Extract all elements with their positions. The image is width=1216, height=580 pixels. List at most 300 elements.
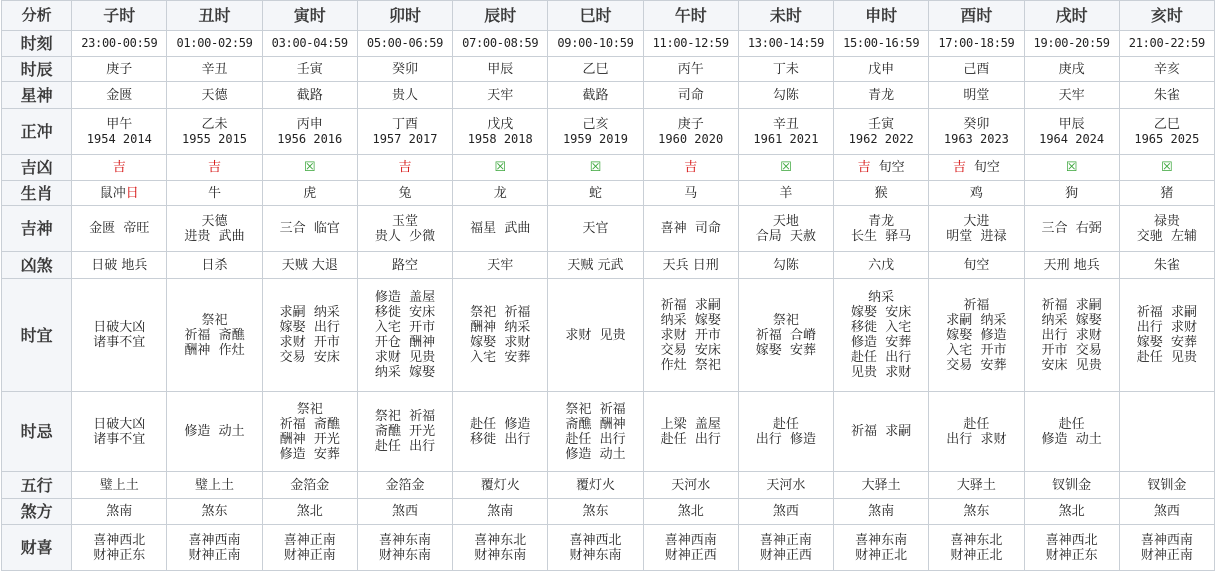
shiyi-line: 赴任 出行 bbox=[851, 350, 912, 365]
caixi-line: 喜神东北 bbox=[950, 532, 1003, 548]
shiyi-line: 见贵 求财 bbox=[851, 365, 912, 380]
jishen-cell bbox=[643, 206, 738, 252]
shiji-line: 赴任 出行 bbox=[660, 431, 721, 447]
caixi-line: 喜神西南 bbox=[1140, 532, 1193, 548]
caixi-line: 喜神东北 bbox=[474, 532, 527, 548]
inauspicious-icon: ☒ bbox=[1065, 160, 1078, 175]
shike-cell: 05:00-06:59 bbox=[357, 31, 452, 57]
row-label: 时忌 bbox=[2, 392, 72, 472]
caixi-line: 喜神西北 bbox=[1045, 532, 1098, 548]
zhengchong-cell bbox=[1024, 109, 1119, 155]
clash-ganzhi: 己亥 bbox=[582, 116, 609, 132]
wuxing-cell: 金箔金 bbox=[262, 472, 357, 499]
jishen-line: 长生 驿马 bbox=[851, 228, 912, 244]
clash-years: 1963 2023 bbox=[943, 131, 1009, 146]
xiongsha-cell: 日破 地兵 bbox=[72, 252, 167, 279]
shengxiao-cell bbox=[738, 181, 833, 206]
shiyi-line: 求财 见贵 bbox=[374, 350, 436, 365]
caixi-line: 喜神正南 bbox=[283, 532, 336, 548]
zhengchong-cell bbox=[834, 109, 929, 155]
shike-cell: 17:00-18:59 bbox=[929, 31, 1024, 57]
hour-header: 丑时 bbox=[167, 1, 262, 31]
shiyi-line: 祈福 求嗣 bbox=[660, 297, 721, 313]
jixiong-cell bbox=[357, 155, 452, 181]
shichen-cell: 戊申 bbox=[834, 57, 929, 82]
wuxing-cell: 覆灯火 bbox=[453, 472, 548, 499]
zhengchong-cell bbox=[1119, 109, 1214, 155]
caixi-cell bbox=[262, 525, 357, 571]
clash-years: 1962 2022 bbox=[848, 131, 914, 146]
clash-ganzhi: 壬寅 bbox=[868, 116, 895, 132]
shiyi-line: 诸事不宜 bbox=[93, 335, 146, 350]
xiongsha-cell: 天贼 元武 bbox=[548, 252, 643, 279]
shichen-cell: 辛丑 bbox=[167, 57, 262, 82]
shiji-line: 上梁 盖屋 bbox=[660, 416, 721, 432]
caixi-cell bbox=[167, 525, 262, 571]
xingshen-cell: 天牢 bbox=[453, 82, 548, 109]
caixi-line: 喜神西北 bbox=[93, 532, 146, 548]
shengxiao-cell bbox=[643, 181, 738, 206]
shiyi-cell bbox=[548, 279, 643, 392]
shiji-line: 赴任 bbox=[963, 416, 990, 432]
shiji-line: 斋醮 酬神 bbox=[565, 416, 626, 432]
row-label: 五行 bbox=[2, 472, 72, 499]
inauspicious-icon: ☒ bbox=[780, 160, 792, 175]
shike-cell: 21:00-22:59 bbox=[1119, 31, 1214, 57]
caixi-line: 喜神正南 bbox=[759, 532, 812, 548]
jixiong-cell bbox=[929, 155, 1024, 181]
zodiac-animal: 马 bbox=[684, 185, 698, 201]
auspicious-mark: 吉 bbox=[952, 160, 966, 175]
shiyi-line: 出行 求财 bbox=[1041, 327, 1102, 343]
caixi-cell bbox=[72, 525, 167, 571]
shiyi-line: 酬神 作灶 bbox=[184, 342, 245, 358]
zodiac-animal: 牛 bbox=[208, 185, 222, 201]
row-label: 时刻 bbox=[2, 31, 72, 57]
xiongsha-cell: 路空 bbox=[357, 252, 452, 279]
row-label: 凶煞 bbox=[2, 252, 72, 279]
shiji-line: 斋醮 开光 bbox=[374, 424, 436, 439]
shiyi-line: 嫁娶 修造 bbox=[946, 327, 1007, 343]
wuxing-cell: 璧上土 bbox=[167, 472, 262, 499]
caixi-line: 财神正北 bbox=[950, 547, 1003, 563]
xingshen-cell: 截路 bbox=[262, 82, 357, 109]
shafang-cell: 煞南 bbox=[453, 499, 548, 525]
shafang-cell: 煞西 bbox=[357, 499, 452, 525]
jixiong-cell bbox=[167, 155, 262, 181]
shiyi-line: 嫁娶 出行 bbox=[279, 320, 340, 335]
caixi-cell bbox=[738, 525, 833, 571]
clash-years: 1956 2016 bbox=[277, 131, 343, 146]
jishen-line: 青龙 bbox=[868, 213, 895, 229]
shiji-cell bbox=[357, 392, 452, 472]
hour-header: 卯时 bbox=[357, 1, 452, 31]
zhengchong-cell bbox=[548, 109, 643, 155]
shiji-line: 祈福 斋醮 bbox=[279, 416, 340, 432]
jishen-line: 合局 天赦 bbox=[755, 228, 817, 244]
shiji-cell bbox=[167, 392, 262, 472]
shengxiao-cell bbox=[262, 181, 357, 206]
shike-cell: 11:00-12:59 bbox=[643, 31, 738, 57]
hour-header: 寅时 bbox=[262, 1, 357, 31]
caixi-cell bbox=[1024, 525, 1119, 571]
xiongsha-cell: 六戊 bbox=[834, 252, 929, 279]
jixiong-cell bbox=[834, 155, 929, 181]
shiyi-line: 移徙 入宅 bbox=[851, 320, 912, 335]
clash-years: 1961 2021 bbox=[753, 131, 819, 146]
jishen-line: 三合 临官 bbox=[279, 221, 340, 236]
header-row bbox=[2, 1, 1215, 31]
jishen-cell bbox=[357, 206, 452, 252]
caixi-cell bbox=[643, 525, 738, 571]
hour-header: 辰时 bbox=[453, 1, 548, 31]
shiji-cell bbox=[738, 392, 833, 472]
wuxing-cell: 大驿土 bbox=[929, 472, 1024, 499]
shafang-cell: 煞北 bbox=[643, 499, 738, 525]
row-label: 吉凶 bbox=[2, 155, 72, 181]
hour-header: 申时 bbox=[834, 1, 929, 31]
caixi-cell bbox=[453, 525, 548, 571]
zhengchong-cell bbox=[929, 109, 1024, 155]
shiji-line: 赴任 bbox=[772, 416, 799, 432]
shiyi-line: 嫁娶 求财 bbox=[470, 335, 531, 350]
caixi-line: 财神正东 bbox=[1045, 547, 1098, 563]
shiyi-line: 祈福 斋醮 bbox=[184, 327, 245, 343]
jishen-cell bbox=[548, 206, 643, 252]
jishen-line: 明堂 进禄 bbox=[946, 228, 1007, 244]
shiji-line: 酬神 开光 bbox=[279, 431, 340, 447]
shiji-cell bbox=[1024, 392, 1119, 472]
jishen-cell bbox=[929, 206, 1024, 252]
shengxiao-cell bbox=[929, 181, 1024, 206]
shiyi-line: 祭祀 bbox=[772, 312, 799, 328]
jishen-line: 喜神 司命 bbox=[660, 221, 721, 236]
clash-ganzhi: 戊戌 bbox=[487, 116, 514, 132]
shiji-row bbox=[2, 392, 1215, 472]
shiji-line: 诸事不宜 bbox=[93, 431, 146, 447]
zodiac-animal: 鸡 bbox=[969, 185, 983, 201]
caixi-line: 喜神东南 bbox=[855, 532, 908, 548]
clash-years: 1958 2018 bbox=[467, 131, 533, 146]
shiyi-line: 纳采 嫁娶 bbox=[374, 365, 436, 380]
caixi-cell bbox=[357, 525, 452, 571]
clash-years: 1960 2020 bbox=[658, 131, 724, 146]
shichen-cell: 丁未 bbox=[738, 57, 833, 82]
shiyi-cell bbox=[1024, 279, 1119, 392]
hour-header: 戌时 bbox=[1024, 1, 1119, 31]
shike-cell: 15:00-16:59 bbox=[834, 31, 929, 57]
xingshen-cell: 朱雀 bbox=[1119, 82, 1214, 109]
jishen-line: 天地 bbox=[772, 213, 799, 229]
shiyi-row bbox=[2, 279, 1215, 392]
xunkong-note: 旬空 bbox=[878, 160, 905, 175]
shiyi-line: 祈福 求嗣 bbox=[1041, 297, 1102, 313]
jixiong-row bbox=[2, 155, 1215, 181]
jishen-row bbox=[2, 206, 1215, 252]
zhengchong-cell bbox=[357, 109, 452, 155]
caixi-line: 财神东南 bbox=[378, 547, 431, 563]
jixiong-cell bbox=[1024, 155, 1119, 181]
jishen-cell bbox=[453, 206, 548, 252]
xiongsha-cell: 朱雀 bbox=[1119, 252, 1214, 279]
jishen-cell bbox=[262, 206, 357, 252]
shiyi-line: 入宅 开市 bbox=[946, 342, 1007, 358]
caixi-line: 喜神西南 bbox=[188, 532, 241, 548]
zodiac-animal: 羊 bbox=[779, 185, 793, 201]
shiji-cell bbox=[1119, 392, 1214, 472]
shengxiao-cell bbox=[1119, 181, 1214, 206]
zhengchong-cell bbox=[453, 109, 548, 155]
caixi-cell bbox=[834, 525, 929, 571]
caixi-line: 财神正南 bbox=[188, 547, 241, 563]
zodiac-animal: 猴 bbox=[874, 185, 888, 201]
shiji-line: 日破大凶 bbox=[93, 416, 146, 432]
shiyi-line: 酬神 纳采 bbox=[470, 320, 531, 335]
zhengchong-cell bbox=[262, 109, 357, 155]
clash-ganzhi: 庚子 bbox=[677, 116, 704, 132]
xingshen-cell: 明堂 bbox=[929, 82, 1024, 109]
zhengchong-cell bbox=[167, 109, 262, 155]
clash-ganzhi: 丙申 bbox=[296, 116, 323, 132]
xingshen-cell: 勾陈 bbox=[738, 82, 833, 109]
shiji-cell bbox=[72, 392, 167, 472]
shiyi-cell bbox=[643, 279, 738, 392]
caixi-line: 财神正南 bbox=[1140, 547, 1193, 563]
row-label: 星神 bbox=[2, 82, 72, 109]
shengxiao-cell bbox=[357, 181, 452, 206]
jishen-line: 进贵 武曲 bbox=[184, 228, 245, 244]
clash-ganzhi: 甲辰 bbox=[1058, 116, 1085, 132]
row-label: 时宜 bbox=[2, 279, 72, 392]
jixiong-cell bbox=[1119, 155, 1214, 181]
auspicious-mark: 吉 bbox=[208, 160, 222, 175]
shiyi-line: 交易 安床 bbox=[660, 342, 721, 358]
shiyi-line: 出行 求财 bbox=[1136, 320, 1197, 335]
shike-cell: 19:00-20:59 bbox=[1024, 31, 1119, 57]
caixi-line: 喜神东南 bbox=[378, 532, 431, 548]
shiji-line: 祭祀 祈福 bbox=[565, 401, 626, 417]
clash-years: 1954 2014 bbox=[86, 131, 152, 146]
shiyi-line: 交易 安床 bbox=[279, 350, 340, 365]
shiyi-line: 日破大凶 bbox=[93, 320, 146, 335]
xingshen-cell: 贵人 bbox=[357, 82, 452, 109]
shiyi-line: 嫁娶 安葬 bbox=[1136, 335, 1197, 350]
row-label: 吉神 bbox=[2, 206, 72, 252]
xunkong-note: 旬空 bbox=[973, 160, 1000, 175]
jishen-line: 三合 右弼 bbox=[1041, 221, 1102, 236]
row-label: 煞方 bbox=[2, 499, 72, 525]
shiji-cell bbox=[262, 392, 357, 472]
shiyi-cell bbox=[262, 279, 357, 392]
wuxing-cell: 钗钏金 bbox=[1119, 472, 1214, 499]
caixi-line: 财神正北 bbox=[855, 547, 908, 563]
shichen-cell: 壬寅 bbox=[262, 57, 357, 82]
shengxiao-cell bbox=[834, 181, 929, 206]
xingshen-cell: 青龙 bbox=[834, 82, 929, 109]
shiyi-cell bbox=[929, 279, 1024, 392]
shiyi-cell bbox=[834, 279, 929, 392]
zhengchong-cell bbox=[72, 109, 167, 155]
shiyi-cell bbox=[453, 279, 548, 392]
shiyi-cell bbox=[357, 279, 452, 392]
shiyi-cell bbox=[738, 279, 833, 392]
shiyi-line: 祈福 合嵴 bbox=[755, 327, 817, 343]
clash-years: 1959 2019 bbox=[562, 131, 628, 146]
inauspicious-icon: ☒ bbox=[1161, 160, 1173, 175]
shike-cell: 07:00-08:59 bbox=[453, 31, 548, 57]
jishen-line: 玉堂 bbox=[391, 213, 418, 229]
shichen-cell: 癸卯 bbox=[357, 57, 452, 82]
caixi-line: 财神正南 bbox=[283, 547, 336, 563]
jixiong-cell bbox=[548, 155, 643, 181]
caixi-line: 财神正西 bbox=[759, 547, 812, 563]
shiyi-line: 开仓 酬神 bbox=[374, 335, 436, 350]
shiyi-line: 赴任 见贵 bbox=[1136, 350, 1197, 365]
shichen-cell: 辛亥 bbox=[1119, 57, 1214, 82]
shichen-cell: 己酉 bbox=[929, 57, 1024, 82]
shiji-line: 赴任 出行 bbox=[565, 431, 626, 447]
shiji-line: 修造 动土 bbox=[565, 446, 626, 462]
shike-cell: 23:00-00:59 bbox=[72, 31, 167, 57]
shiji-cell bbox=[929, 392, 1024, 472]
wuxing-row bbox=[2, 472, 1215, 499]
jishen-line: 天德 bbox=[201, 213, 228, 229]
shiji-line: 修造 安葬 bbox=[279, 446, 340, 462]
hour-header: 巳时 bbox=[548, 1, 643, 31]
caixi-line: 财神东南 bbox=[569, 547, 622, 563]
zhengchong-cell bbox=[738, 109, 833, 155]
shichen-row bbox=[2, 57, 1215, 82]
clash-ganzhi: 甲午 bbox=[106, 116, 133, 132]
shiyi-line: 开市 交易 bbox=[1041, 342, 1102, 358]
shichen-cell: 丙午 bbox=[643, 57, 738, 82]
shiyi-line: 祭祀 祈福 bbox=[470, 305, 531, 320]
jishen-cell bbox=[1119, 206, 1214, 252]
shengxiao-cell bbox=[167, 181, 262, 206]
shengxiao-cell bbox=[1024, 181, 1119, 206]
shafang-cell: 煞东 bbox=[548, 499, 643, 525]
jishen-line: 福星 武曲 bbox=[470, 221, 531, 236]
shichen-cell: 甲辰 bbox=[453, 57, 548, 82]
shiyi-line: 嫁娶 安葬 bbox=[755, 342, 817, 358]
shichen-cell: 庚子 bbox=[72, 57, 167, 82]
shiji-line: 祭祀 祈福 bbox=[374, 409, 436, 424]
zhengchong-row bbox=[2, 109, 1215, 155]
inauspicious-icon: ☒ bbox=[494, 160, 507, 175]
shike-row bbox=[2, 31, 1215, 57]
clash-years: 1955 2015 bbox=[182, 131, 248, 146]
shiyi-line: 求财 开市 bbox=[660, 327, 721, 343]
shike-cell: 01:00-02:59 bbox=[167, 31, 262, 57]
shiyi-line: 作灶 祭祀 bbox=[660, 357, 721, 373]
auspicious-mark: 吉 bbox=[857, 160, 871, 175]
shiyi-cell bbox=[72, 279, 167, 392]
jishen-line: 天官 bbox=[582, 221, 609, 236]
shiji-line: 祭祀 bbox=[296, 401, 323, 417]
shiyi-line: 修造 盖屋 bbox=[374, 290, 436, 305]
shiyi-cell bbox=[1119, 279, 1214, 392]
almanac-hour-table bbox=[1, 0, 1215, 571]
shengxiao-cell bbox=[548, 181, 643, 206]
caixi-line: 财神正西 bbox=[664, 547, 717, 563]
jishen-cell bbox=[72, 206, 167, 252]
xiongsha-row bbox=[2, 252, 1215, 279]
clash-years: 1964 2024 bbox=[1039, 131, 1105, 146]
jixiong-cell bbox=[738, 155, 833, 181]
clash-years: 1965 2025 bbox=[1134, 131, 1200, 146]
xingshen-cell: 金匮 bbox=[72, 82, 167, 109]
zodiac-animal: 兔 bbox=[398, 185, 412, 201]
caixi-row bbox=[2, 525, 1215, 571]
shiyi-line: 祈福 bbox=[963, 297, 990, 313]
caixi-line: 财神正东 bbox=[93, 547, 146, 563]
shengxiao-cell bbox=[453, 181, 548, 206]
wuxing-cell: 覆灯火 bbox=[548, 472, 643, 499]
shiyi-line: 纳采 bbox=[868, 290, 895, 305]
shiji-cell bbox=[834, 392, 929, 472]
wuxing-cell: 天河水 bbox=[643, 472, 738, 499]
auspicious-mark: 吉 bbox=[112, 160, 126, 175]
auspicious-mark: 吉 bbox=[684, 160, 698, 175]
shiyi-line: 求嗣 纳采 bbox=[946, 312, 1007, 328]
shiyi-line: 移徙 安床 bbox=[374, 305, 436, 320]
caixi-line: 财神东南 bbox=[474, 547, 527, 563]
shafang-cell: 煞南 bbox=[72, 499, 167, 525]
shiji-cell bbox=[548, 392, 643, 472]
jixiong-cell bbox=[262, 155, 357, 181]
xingshen-cell: 天德 bbox=[167, 82, 262, 109]
shiyi-line: 求财 见贵 bbox=[565, 327, 626, 343]
shiji-line: 赴任 bbox=[1058, 416, 1085, 432]
xiongsha-cell: 天贼 大退 bbox=[262, 252, 357, 279]
hour-header: 亥时 bbox=[1119, 1, 1214, 31]
wuxing-cell: 璧上土 bbox=[72, 472, 167, 499]
shiji-line: 赴任 出行 bbox=[374, 439, 436, 454]
day-clash-mark: 日 bbox=[125, 185, 139, 201]
inauspicious-icon: ☒ bbox=[303, 160, 316, 175]
xingshen-cell: 天牢 bbox=[1024, 82, 1119, 109]
shiyi-line: 入宅 开市 bbox=[374, 320, 436, 335]
jixiong-cell bbox=[72, 155, 167, 181]
shiyi-cell bbox=[167, 279, 262, 392]
zodiac-animal: 狗 bbox=[1065, 185, 1079, 201]
zodiac-animal: 龙 bbox=[493, 185, 507, 201]
shafang-cell: 煞西 bbox=[1119, 499, 1214, 525]
jishen-line: 贵人 少微 bbox=[374, 228, 436, 244]
shiyi-line: 求财 开市 bbox=[279, 335, 340, 350]
caixi-cell bbox=[929, 525, 1024, 571]
wuxing-cell: 大驿土 bbox=[834, 472, 929, 499]
shiji-line: 赴任 修造 bbox=[470, 416, 531, 432]
shichen-cell: 庚戌 bbox=[1024, 57, 1119, 82]
zodiac-animal: 鼠冲 bbox=[99, 185, 126, 201]
jishen-line: 交驰 左辅 bbox=[1136, 228, 1197, 244]
shiji-line: 祈福 求嗣 bbox=[851, 424, 912, 439]
shiyi-line: 求嗣 纳采 bbox=[279, 305, 340, 320]
jixiong-cell bbox=[643, 155, 738, 181]
caixi-cell bbox=[1119, 525, 1214, 571]
xiongsha-cell: 日杀 bbox=[167, 252, 262, 279]
shiyi-line: 纳采 嫁娶 bbox=[660, 312, 721, 328]
shichen-cell: 乙巳 bbox=[548, 57, 643, 82]
zodiac-animal: 蛇 bbox=[588, 185, 602, 201]
clash-years: 1957 2017 bbox=[372, 131, 438, 146]
row-label: 正冲 bbox=[2, 109, 72, 155]
jishen-cell bbox=[738, 206, 833, 252]
hour-header: 未时 bbox=[738, 1, 833, 31]
shiji-line: 移徙 出行 bbox=[470, 431, 531, 447]
xiongsha-cell: 天刑 地兵 bbox=[1024, 252, 1119, 279]
